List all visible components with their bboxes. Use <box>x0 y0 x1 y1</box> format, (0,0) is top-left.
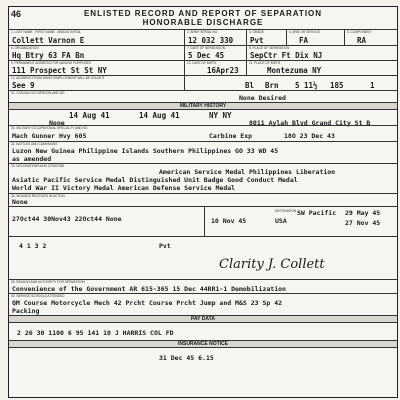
birth-place-value: Montezuma NY <box>267 66 322 75</box>
grade-cell: 3. GRADE Pvt <box>246 30 286 46</box>
eyes-value: Bl <box>245 81 255 90</box>
qualification-date-value: 18O 23 Dec 43 <box>284 132 335 140</box>
row-induction <box>9 109 397 126</box>
civilian-occupation-value: None Desired <box>239 94 286 102</box>
separation-form <box>8 6 398 398</box>
component-value: RA <box>357 36 367 45</box>
insurance-value: 31 Dec 45 6.15 <box>159 354 214 362</box>
decorations-line-1: American Service Medal Philippines Liberation <box>159 168 336 176</box>
mos-value: Mach Gunner Hvy 605 <box>12 132 87 140</box>
arm-cell: 4. ARM OR SERVICE FA <box>286 30 344 46</box>
weight-value: 185 <box>330 81 344 90</box>
separation-date-value: 5 Dec 45 <box>188 51 225 60</box>
enlistment-date-value: 14 Aug 41 <box>139 111 180 120</box>
destination-value: USA <box>275 217 287 225</box>
grade-value: Pvt <box>250 36 264 45</box>
schools-value-2: Packing <box>12 307 40 315</box>
battles-value: Luzon New Guinea Philippine Islands Southern Philippines GO 33 WD 45 <box>12 147 279 155</box>
officer-signature: Clarity J. Collett <box>219 257 325 272</box>
serial-cell: 2. ARMY SERIAL NO. 12 032 330 <box>184 30 246 46</box>
row-name <box>9 29 397 46</box>
dependents-value: 1 <box>370 81 375 90</box>
row-service-length <box>9 236 397 253</box>
pay-data-header: PAY DATA <box>9 315 397 323</box>
name-label: 1. LAST NAME - FIRST NAME - MIDDLE INITIAL <box>11 30 82 34</box>
home-address-value: 8011 Aylah Blvd Grand City St B <box>249 119 371 127</box>
address-value: 111 Prospect St St NY <box>12 66 107 75</box>
row-battles: 32. BATTLES AND CAMPAIGNS Luzon New Guinea Philippine Islands Southern Philippines GO 33 WD 45 as amended <box>9 141 397 164</box>
birth-date-value: 16Apr23 <box>207 66 239 75</box>
arrival-date-2-value: 27 Nov 45 <box>345 219 381 227</box>
military-history-header: MILITARY HISTORY <box>9 102 397 110</box>
wounds-value: None <box>12 198 28 206</box>
row-pay <box>9 322 397 341</box>
height-value: 5 11½ <box>295 81 318 90</box>
form-title: ENLISTED RECORD AND REPORT OF SEPARATION <box>83 9 323 18</box>
qualification-value: Carbine Exp <box>209 132 253 140</box>
arm-value: FA <box>299 36 309 45</box>
departure-date-value: 10 Nov 45 <box>211 217 247 225</box>
arrival-date-value: 29 May 45 <box>345 209 381 217</box>
component-cell: 5. COMPONENT RA <box>344 30 397 46</box>
row-insurance <box>9 347 397 398</box>
row-vaccinations-travel: 27Oct44 30Nov43 22Oct44 None 10 Nov 45 USA 29 May 45 27 Nov 45 DESTINATION SW Pacific <box>9 206 397 237</box>
separation-place-value: SepCtr Ft Dix NJ <box>250 51 323 60</box>
selective-service-value: None <box>49 119 65 127</box>
schools-value: QM Course Motorcycle Mech 42 Prcht Course Prcht Jump and M&S 23 Sp 42 <box>12 299 283 307</box>
enlistment-place-value: NY NY <box>209 111 232 120</box>
induction-date-value: 14 Aug 41 <box>69 111 110 120</box>
employment-address-value: See 9 <box>12 81 35 90</box>
pay-data-value: 2 26 30 1100 6 95 141 10 J HARRIS COL FD <box>17 329 174 337</box>
serial-value: 12 032 330 <box>188 36 234 45</box>
separation-reason-value: Convenience of the Government AR 615-365 15 Dec 44RR1-1 Demobilization <box>12 285 286 293</box>
row-schools: 40. SERVICE SCHOOLS ATTENDED QM Course Motorcycle Mech 42 Prcht Course Prcht Jump and M&S 23 Sp 42 Packing <box>9 293 397 316</box>
row-mos: 30. MILITARY OCCUPATIONAL SPECIALTY AND NO. Mach Gunner Hvy 605 Carbine Exp 18O 23 Dec 43 <box>9 125 397 142</box>
hair-value: Brn <box>265 81 279 90</box>
decorations-line-3: World War II Victory Medal American Defense Service Medal <box>12 184 236 192</box>
row-wounds: 34. WOUNDS RECEIVED IN ACTION None <box>9 193 397 207</box>
row-physical: 12. ADDRESS FROM WHICH EMPLOYMENT WILL BE SOUGHT See 9 Bl Brn 5 11½ 185 1 <box>9 75 397 91</box>
row-decorations: 33. DECORATIONS AND CITATIONS American Service Medal Philippines Liberation Asiatic Pacific Service Medal Distinguished Unit Badge Good Conduct Medal World War II Victory Medal American Defense Service Medal <box>9 163 397 194</box>
vaccinations-value: 27Oct44 30Nov43 22Oct44 None <box>12 215 122 223</box>
insurance-header: INSURANCE NOTICE <box>9 340 397 348</box>
battles-value-2: as amended <box>12 155 52 163</box>
row-organization: 6. ORGANIZATION Hq Btry 63 FA Bn 7. DATE OF SEPARATION 5 Dec 45 8. PLACE OF SEPARATION SepCtr Ft Dix NJ <box>9 45 397 61</box>
decorations-line-2: Asiatic Pacific Service Medal Distinguished Unit Badge Good Conduct Medal <box>12 176 298 184</box>
highest-grade-value: Pvt <box>159 242 171 250</box>
row-civilian-occupation: 21. CIVILIAN OCCUPATION AND NO. None Desired <box>9 90 397 103</box>
name-value: Collett Varnon E <box>12 36 85 45</box>
form-mark: 46 <box>11 9 22 19</box>
row-address: 9. PERMANENT ADDRESS FOR MAILING PURPOSES 111 Prospect St St NY 10. DATE OF BIRTH 16Apr23 11. PLACE OF BIRTH Montezuma NY <box>9 60 397 76</box>
organization-value: Hq Btry 63 FA Bn <box>12 51 85 60</box>
form-header <box>9 7 397 27</box>
form-subtitle: HONORABLE DISCHARGE <box>142 18 264 27</box>
row-reason: 39. REASON AND AUTHORITY FOR SEPARATION Convenience of the Government AR 615-365 15 Dec 44RR1-1 Demobilization <box>9 279 397 294</box>
theater-value: SW Pacific <box>297 209 337 217</box>
service-length-value: 4 1 3 2 <box>19 242 47 250</box>
